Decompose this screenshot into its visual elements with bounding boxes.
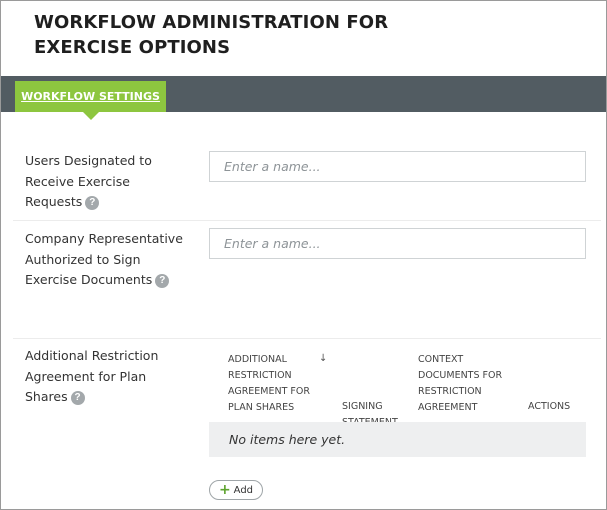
tab-bar [1,76,606,112]
tab-workflow-settings[interactable]: WORKFLOW SETTINGS [15,81,166,112]
company-rep-input[interactable] [209,228,586,259]
plus-icon: + [218,482,231,498]
sort-arrow-icon[interactable]: ↓ [319,353,328,364]
empty-state-message: No items here yet. [209,422,586,457]
active-tab-pointer [83,112,99,120]
add-button-label: Add [233,484,254,496]
column-header-restriction-agreement[interactable]: ADDITIONAL RESTRICTION AGREEMENT FOR PLAN SHARES [228,354,310,413]
help-icon[interactable]: ? [85,196,99,210]
column-header-signing-statement[interactable]: SIGNING [342,401,383,412]
help-icon[interactable]: ? [71,391,85,405]
column-header-context-documents[interactable]: CONTEXT DOCUMENTS FOR RESTRICTION AGREEMENT [418,354,503,413]
help-icon[interactable]: ? [155,274,169,288]
page-title: WORKFLOW ADMINISTRATION FOR EXERCISE OPTIONS [34,12,389,58]
restriction-agreement-label-text: Additional Restriction Agreement for Plan Shares [25,348,159,404]
row-divider [13,338,601,339]
row-divider [13,220,601,221]
add-button[interactable] [209,480,263,500]
designated-users-label-text: Users Designated to Receive Exercise Requests [25,153,152,209]
column-header-actions: ACTIONS [528,401,571,412]
designated-users-label [25,151,185,213]
designated-users-input[interactable] [209,151,586,182]
company-rep-label [25,229,185,291]
company-rep-label-text: Company Representative Authorized to Sign Exercise Documents [25,231,183,287]
restriction-agreement-label [25,346,185,408]
